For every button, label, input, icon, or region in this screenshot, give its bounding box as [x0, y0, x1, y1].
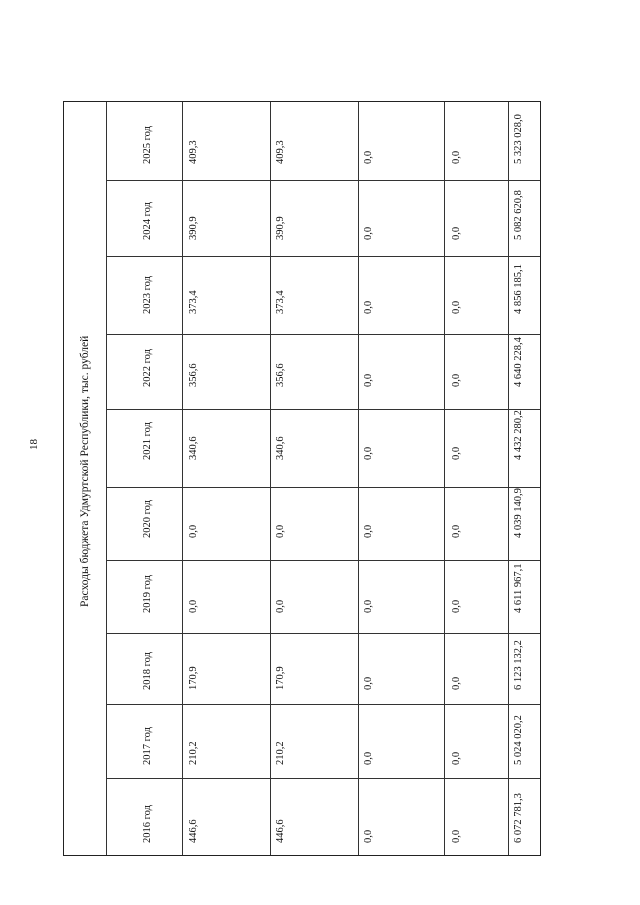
table-cell: 210,2 — [188, 741, 199, 765]
table-cell: 0,0 — [188, 599, 199, 613]
table-cell: 0,0 — [451, 446, 462, 460]
table-cell: 0,0 — [275, 524, 286, 538]
table-cell: 0,0 — [451, 300, 462, 314]
table-cell: 390,9 — [275, 216, 286, 240]
table-cell: 0,0 — [451, 676, 462, 690]
table-cell: 6 123 132,2 — [513, 640, 524, 690]
table-cell: 0,0 — [363, 829, 374, 843]
table-cell: 0,0 — [275, 599, 286, 613]
table-caption: Расходы бюджета Удмуртской Республики, тыс. рублей — [79, 335, 91, 607]
table-cell: 170,9 — [188, 666, 199, 690]
budget-table — [63, 101, 541, 856]
table-cell: 409,3 — [188, 140, 199, 164]
year-header: 2025 год — [142, 126, 153, 164]
table-cell: 0,0 — [363, 373, 374, 387]
table-cell: 0,0 — [363, 599, 374, 613]
table-cell: 446,6 — [188, 819, 199, 843]
year-header: 2018 год — [142, 652, 153, 690]
table-cell: 6 072 781,3 — [513, 793, 524, 843]
table-cell: 170,9 — [275, 666, 286, 690]
table-cell: 409,3 — [275, 140, 286, 164]
table-cell: 210,2 — [275, 741, 286, 765]
table-cell: 0,0 — [363, 226, 374, 240]
table-cell: 4 640 228,4 — [513, 337, 524, 387]
table-cell: 5 082 620,8 — [513, 190, 524, 240]
table-cell: 0,0 — [451, 829, 462, 843]
table-cell: 373,4 — [188, 290, 199, 314]
table-cell: 0,0 — [363, 150, 374, 164]
year-header: 2023 год — [142, 276, 153, 314]
table-cell: 5 323 028,0 — [513, 114, 524, 164]
table-cell: 4 611 967,1 — [513, 563, 524, 613]
year-header: 2024 год — [142, 202, 153, 240]
table-cell: 4 039 140,9 — [513, 488, 524, 538]
table-cell: 0,0 — [363, 751, 374, 765]
table-cell: 0,0 — [363, 446, 374, 460]
table-cell: 0,0 — [451, 751, 462, 765]
table-cell: 0,0 — [363, 676, 374, 690]
table-cell: 0,0 — [451, 599, 462, 613]
table-cell: 340,6 — [188, 436, 199, 460]
table-cell: 4 856 185,1 — [513, 264, 524, 314]
table-cell: 0,0 — [451, 226, 462, 240]
table-cell: 0,0 — [451, 524, 462, 538]
year-header: 2017 год — [142, 727, 153, 765]
year-header: 2020 год — [142, 500, 153, 538]
table-cell: 390,9 — [188, 216, 199, 240]
table-cell: 356,6 — [275, 363, 286, 387]
table-cell: 340,6 — [275, 436, 286, 460]
table-cell: 0,0 — [451, 150, 462, 164]
year-header: 2016 год — [142, 805, 153, 843]
table-cell: 4 432 280,2 — [513, 410, 524, 460]
year-header: 2019 год — [142, 575, 153, 613]
table-cell: 0,0 — [363, 300, 374, 314]
table-cell: 446,6 — [275, 819, 286, 843]
year-header: 2022 год — [142, 349, 153, 387]
table-cell: 0,0 — [451, 373, 462, 387]
table-cell: 0,0 — [188, 524, 199, 538]
table-cell: 373,4 — [275, 290, 286, 314]
page-number: 18 — [28, 439, 40, 450]
table-cell: 356,6 — [188, 363, 199, 387]
year-header: 2021 год — [142, 422, 153, 460]
table-cell: 0,0 — [363, 524, 374, 538]
table-cell: 5 024 020,2 — [513, 715, 524, 765]
